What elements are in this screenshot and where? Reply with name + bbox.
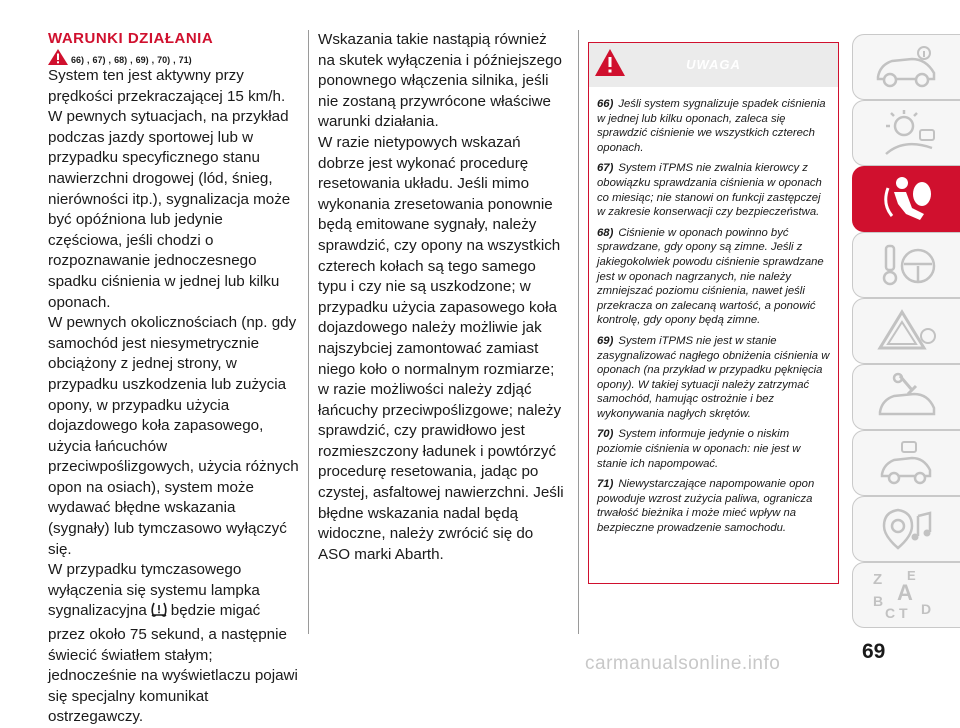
index-letter: T: [899, 605, 908, 621]
paragraph: System ten jest aktywny przy prędkości przekraczającej 15 km/h.: [48, 67, 286, 105]
section-title: WARUNKI DZIAŁANIA: [48, 30, 214, 47]
tab-starting-driving[interactable]: [852, 232, 960, 298]
page-number: 69: [862, 640, 886, 663]
warning-item: [597, 427, 830, 471]
warning-item-text: System iTPMS nie jest w stanie zasygnalizować nagłego obniżenia ciśnienia w oponach (na przykład w przypadku pęknięcia opony). W takiej sytuacji należy zatrzymać samochód, hamując ostrożnie i bez wykonywania nagłych skrętów.: [597, 334, 830, 420]
chapter-tabs: [852, 34, 960, 620]
warning-item-number: 68): [597, 226, 614, 239]
warning-item-number: 69): [597, 334, 614, 347]
wrench-car-icon: [872, 372, 942, 422]
warning-triangle-icon: [872, 306, 942, 356]
warning-item-number: 67): [597, 162, 614, 175]
tab-car-info[interactable]: [852, 34, 960, 100]
paragraph: W pewnych okolicznościach (np. gdy samochód jest niesymetrycznie obciążony z jednej strony, w przypadku uszkodzenia lub zużycia opony, w przypadku użycia dojazdowego koła zapasowego, użycia łańcuchów przeciwpoślizgowych, użycia różnych opon na osiach), system może wydawać błędne wskazania (sygnały) lub tymczasowo wyłączyć się.: [48, 314, 299, 558]
warning-items: [589, 87, 838, 536]
paragraph-part: będzie migać przez około 75 sekund, a następnie świecić światłem stałym; jednocześnie na wyświetlaczu pojawi się specjalny komunikat ostrzegawczy.: [48, 602, 298, 726]
multimedia-icon: [872, 504, 942, 554]
ref-67[interactable]: 67): [92, 55, 106, 65]
warning-triangle-icon: [48, 49, 68, 65]
tab-alphabetical-index[interactable]: [852, 562, 960, 628]
column-divider: [578, 30, 579, 634]
warning-item-text: Ciśnienie w oponach powinno być sprawdzane, gdy opony są zimne. Jeśli z jakiegokolwiek powodu ciśnienie sprawdzane jest w oponach nagrzanych, nie należy zmniejszać poziomu ciśnienia, nawet jeśli przekracza on zalecaną wartość, a ponowić kontrolę, gdy opony będą zimne.: [597, 226, 824, 327]
index-letter: Z: [873, 571, 883, 588]
warning-item-text: Niewystarczające napompowanie opon powoduje wzrost zużycia paliwa, ogranicza trwałość bieżnika i może mieć wpływ na bezpieczne prowadzenie samochodu.: [597, 478, 815, 535]
paragraph: Wskazania takie nastąpią również na skutek wyłączenia i późniejszego ponownego włączenia silnika, jeśli nie zostaną przywrócone właściwe warunki działania.: [318, 31, 562, 131]
warning-item: [597, 477, 830, 535]
index-letter: C: [885, 605, 896, 621]
tab-safety[interactable]: [852, 166, 960, 232]
ref-69[interactable]: 69): [135, 55, 149, 65]
paragraph: W pewnych sytuacjach, na przykład podczas jazdy sportowej lub w przypadku specyficznego stanu nawierzchni drogowej (lód, śnieg, nierówności itp.), sygnalizacja może być opóźniona lub jedynie częściowa, jeśli chodzi o rozpoznawanie jednoczesnego spadku ciśnienia w jednej lub kilku oponach.: [48, 108, 291, 311]
watermark: carmanualsonline.info: [585, 653, 781, 674]
key-steering-icon: [872, 240, 942, 290]
tab-multimedia[interactable]: [852, 496, 960, 562]
warning-item: [597, 334, 830, 422]
index-letter: D: [921, 601, 932, 617]
index-letter: E: [907, 568, 916, 583]
warning-box-title: UWAGA: [686, 57, 741, 72]
index-letter: A: [897, 580, 913, 605]
left-column: [48, 30, 300, 728]
ref-71[interactable]: 71): [178, 55, 192, 65]
column-divider: [308, 30, 309, 634]
warning-box-header: [589, 43, 838, 87]
warning-item-text: System informuje jedynie o niskim poziomie ciśnienia w oponach: nie jest w stanie ich napompować.: [597, 428, 801, 470]
warning-item-number: 66): [597, 98, 614, 110]
middle-body-text: [318, 30, 566, 565]
paragraph: W razie nietypowych wskazań dobrze jest wykonać procedurę resetowania układu. Jeśli mimo wykonania zresetowania ponownie będą emitowane sygnały, należy sprawdzić, czy opony na wszystkich czterech kołach są tego samego typu i czy nie są uszkodzone; w przypadku użycia zapasowego koła dojazdowego należy możliwie jak najszybciej zamontować zamiast niego koło o normalnym rozmiarze; w razie możliwości należy zdjąć łańcuchy przeciwpoślizgowe; należy sprawdzić, czy prawidłowo jest rozmieszczony ładunek i powtórzyć procedurę resetowania, jadąc po czystej, asfaltowej nawierzchni. Jeśli błędne wskazania nadal będą widoczne, należy zwrócić się do ASO marki Abarth.: [318, 133, 564, 563]
ref-66[interactable]: 66): [71, 55, 85, 65]
dashboard-lights-icon: [872, 108, 942, 158]
tab-emergency[interactable]: [852, 298, 960, 364]
ref-70[interactable]: 70): [157, 55, 171, 65]
warning-item-number: 70): [597, 428, 614, 441]
warning-refs: 66) , 67) , 68) , 69) , 70) , 71): [48, 49, 300, 65]
warning-item: [597, 226, 830, 328]
middle-column: [318, 30, 566, 565]
warning-item: [597, 161, 830, 219]
warning-item: [597, 97, 830, 155]
paragraph-part: W przypadku tymczasowego wyłączenia się systemu lampka sygnalizacyjna: [48, 561, 260, 620]
maintenance-car-icon: [872, 438, 942, 488]
car-info-icon: [872, 45, 942, 89]
tire-pressure-warning-icon: [149, 601, 169, 625]
airbag-safety-icon: [872, 174, 942, 224]
tab-technical-data[interactable]: [852, 430, 960, 496]
warning-item-text: Jeśli system sygnalizuje spadek ciśnienia w jednej lub kilku oponach, zaleca się sprawdzić ciśnienie we wszystkich czterech oponach.: [597, 98, 826, 154]
tab-maintenance[interactable]: [852, 364, 960, 430]
index-letter: B: [873, 593, 884, 609]
ref-68[interactable]: 68): [114, 55, 128, 65]
tab-dashboard-lights[interactable]: [852, 100, 960, 166]
warning-box: [588, 42, 839, 584]
warning-item-number: 71): [597, 478, 614, 491]
alphabetical-index-icon: [867, 568, 947, 622]
warning-item-text: System iTPMS nie zwalnia kierowcy z obowiązku sprawdzania ciśnienia w oponach co miesiąc; nie stanowi on funkcji zastępczej w zakresie konserwacji czy bezpieczeństwa.: [597, 162, 822, 219]
paragraph: [48, 560, 300, 728]
left-body-text: [48, 66, 300, 728]
